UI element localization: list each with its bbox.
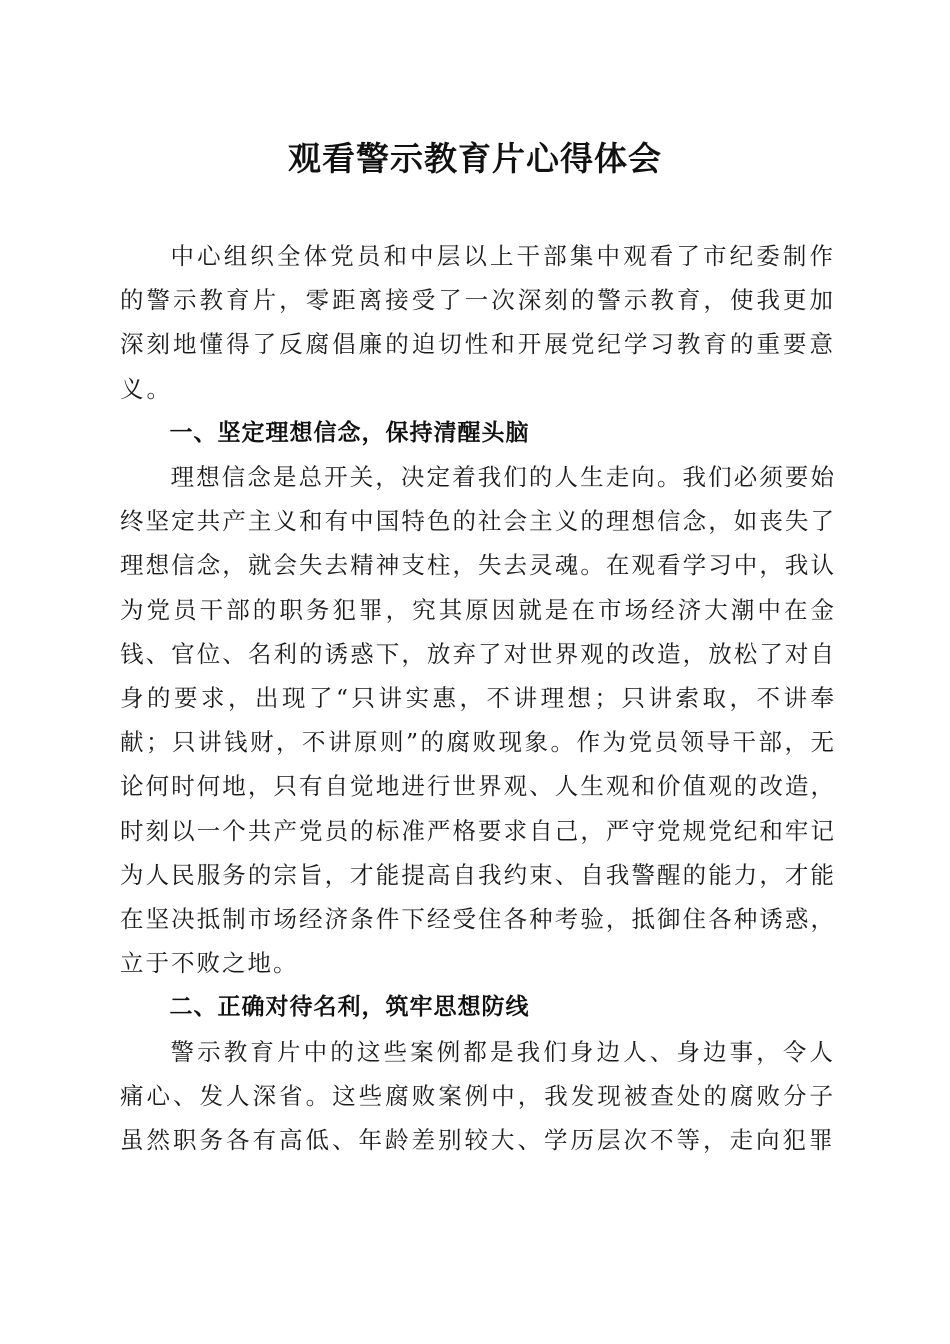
section-1-heading: 一、坚定理想信念，保持清醒头脑 [169,419,530,446]
document-body [120,234,836,1162]
section-1-paragraph: 理想信念是总开关，决定着我们的人生走向。我们必须要始终坚定共产主义和有中国特色的社会主义的理想信念，如丧失了理想信念，就会失去精神支柱，失去灵魂。在观看学习中，我认为党员干部的职务犯罪，究其原因就是在市场经济大潮中在金钱、官位、名利的诱惑下，放弃了对世界观的改造，放松了对自身的要求，出现了“只讲实惠，不讲理想；只讲索取，不讲奉献；只讲钱财，不讲原则”的腐败现象。作为党员领导干部，无论何时何地，只有自觉地进行世界观、人生观和价值观的改造，时刻以一个共产党员的标准严格要求自己，严守党规党纪和牢记为人民服务的宗旨，才能提高自我约束、自我警醒的能力，才能在坚决抵制市场经济条件下经受住各种考验，抵御住各种诱惑，立于不败之地。 [120,463,836,978]
section-2-heading: 二、正确对待名利，筑牢思想防线 [169,994,530,1021]
section-2-paragraph: 警示教育片中的这些案例都是我们身边人、身边事，令人痛心、发人深省。这些腐败案例中，我发现被查处的腐败分子虽然职务各有高低、年龄差别较大、学历层次不等，走向犯罪 [120,1037,836,1155]
document-title: 观看警示教育片心得体会 [288,139,662,178]
intro-paragraph: 中心组织全体党员和中层以上干部集中观看了市纪委制作的警示教育片，零距离接受了一次深刻的警示教育，使我更加深刻地懂得了反腐倡廉的迫切性和开展党纪学习教育的重要意义。 [120,242,836,403]
